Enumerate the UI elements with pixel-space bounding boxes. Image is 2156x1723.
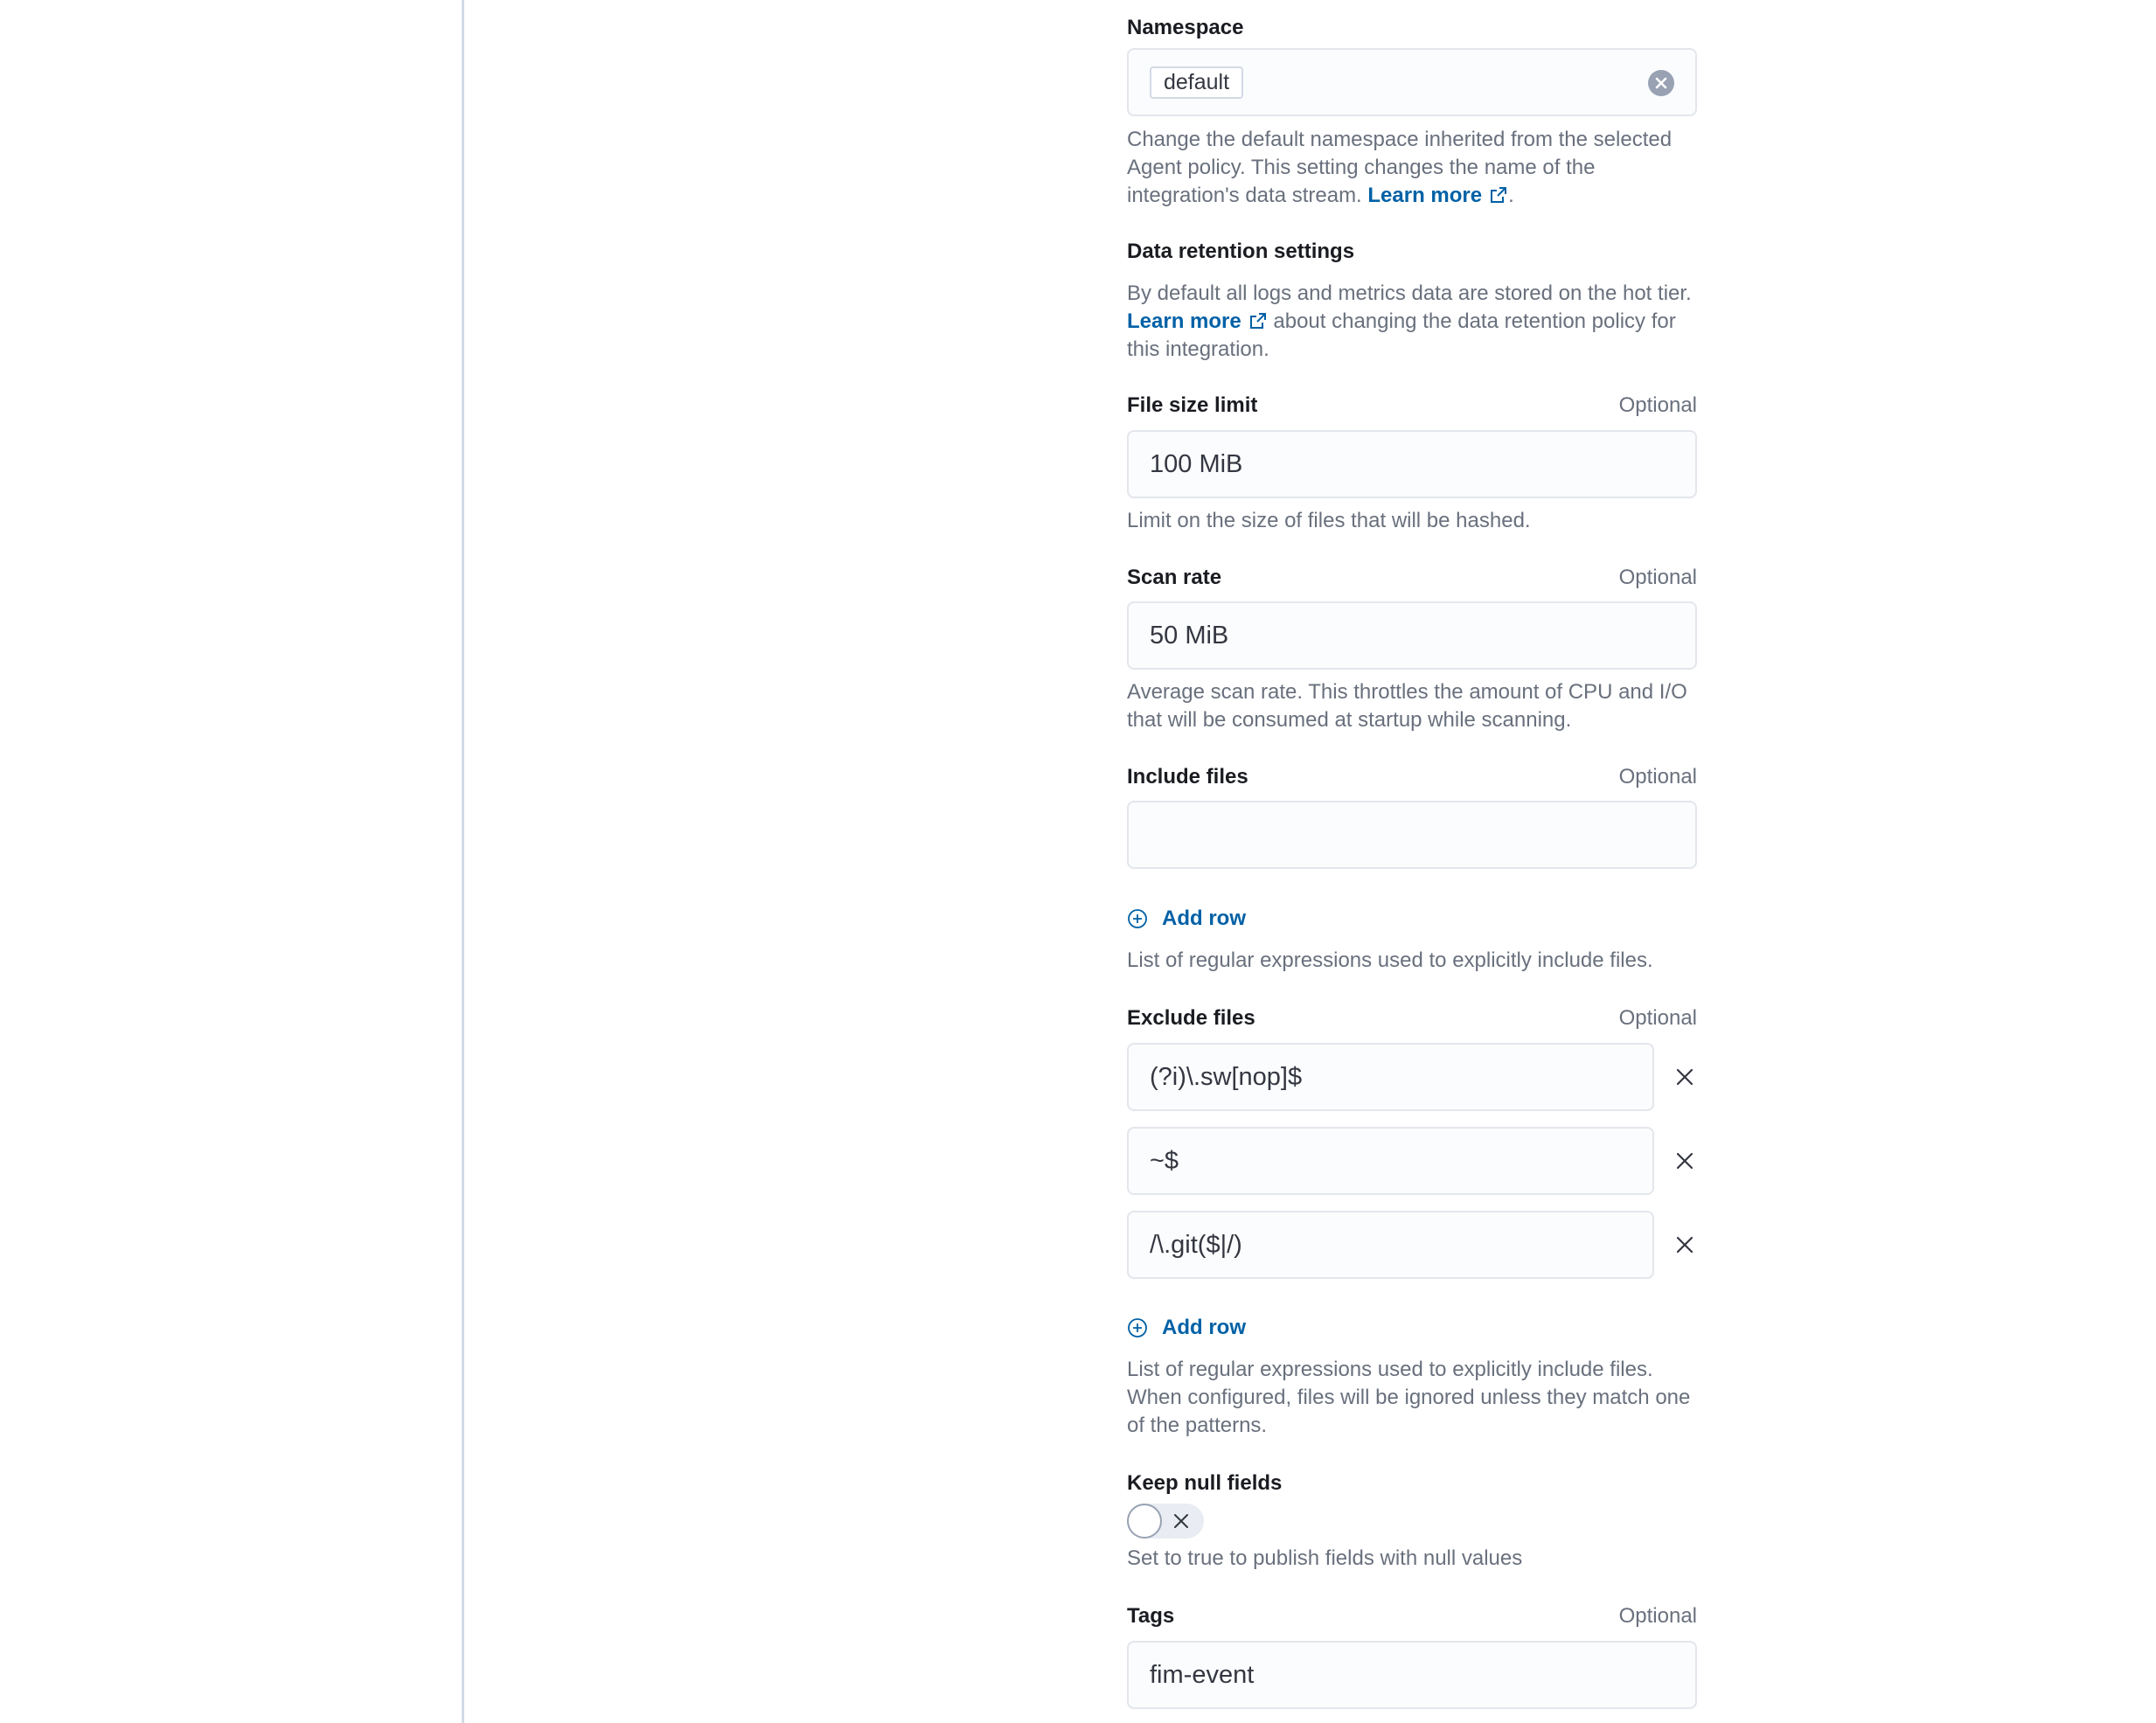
namespace-label-row <box>1127 13 1697 43</box>
file-size-limit-label-row <box>1127 391 1697 420</box>
close-icon[interactable] <box>1672 1148 1698 1174</box>
scan-rate-label-row <box>1127 563 1697 593</box>
namespace-learn-more-link[interactable]: Learn more <box>1367 184 1483 207</box>
exclude-files-optional: Optional <box>1618 1006 1697 1030</box>
plus-circle-icon <box>1127 908 1148 929</box>
exclude-files-label: Exclude files <box>1127 1006 1255 1030</box>
keep-null-fields-label-row <box>1127 1469 1697 1498</box>
namespace-label: Namespace <box>1127 16 1244 39</box>
file-size-limit-help: Limit on the size of files that will be hashed. <box>1127 509 1531 532</box>
data-retention-learn-more-link[interactable]: Learn more <box>1127 309 1241 333</box>
file-size-limit-label: File size limit <box>1127 393 1258 417</box>
keep-null-fields-label: Keep null fields <box>1127 1471 1283 1495</box>
exclude-files-value-1: (?i)\.sw[nop]$ <box>1150 1062 1303 1091</box>
close-icon[interactable] <box>1672 1064 1698 1090</box>
exclude-files-add-row-label: Add row <box>1162 1316 1246 1339</box>
include-files-add-row-label: Add row <box>1162 907 1246 930</box>
exclude-files-input-2[interactable] <box>1127 1127 1654 1195</box>
file-size-limit-input[interactable] <box>1127 430 1697 498</box>
tags-optional: Optional <box>1618 1604 1697 1628</box>
include-files-help: List of regular expressions used to explicitly include files. <box>1127 948 1653 972</box>
include-files-label-row <box>1127 762 1697 792</box>
data-retention-help <box>1127 280 1697 364</box>
scan-rate-help: Average scan rate. This throttles the amount of CPU and I/O that will be consumed at startup while scanning. <box>1127 680 1687 732</box>
keep-null-fields-help: Set to true to publish fields with null values <box>1127 1546 1523 1570</box>
scan-rate-input[interactable] <box>1127 601 1697 670</box>
data-retention-help-before: By default all logs and metrics data are stored on the hot tier. <box>1127 281 1692 305</box>
namespace-chip: default <box>1150 66 1243 99</box>
clear-icon[interactable] <box>1648 70 1674 96</box>
scan-rate-optional: Optional <box>1618 566 1697 589</box>
close-icon[interactable] <box>1672 1232 1698 1258</box>
external-link-icon <box>1489 185 1508 205</box>
external-link-icon <box>1248 311 1268 330</box>
file-size-limit-value: 100 MiB <box>1150 449 1243 478</box>
exclude-files-label-row <box>1127 1004 1697 1033</box>
include-files-label: Include files <box>1127 765 1248 789</box>
tags-label: Tags <box>1127 1604 1175 1628</box>
scan-rate-label: Scan rate <box>1127 566 1222 589</box>
exclude-files-input-3[interactable] <box>1127 1211 1654 1279</box>
exclude-files-value-2: ~$ <box>1150 1146 1179 1175</box>
exclude-files-input-1[interactable] <box>1127 1043 1654 1111</box>
keep-null-fields-switch[interactable] <box>1127 1504 1204 1539</box>
data-retention-label-row <box>1127 237 1697 267</box>
namespace-help-suffix: . <box>1508 184 1514 207</box>
exclude-files-help: List of regular expressions used to explicitly include files. When configured, files will be ignored unless they match one of the patterns. <box>1127 1358 1691 1437</box>
file-size-limit-optional: Optional <box>1618 393 1697 417</box>
namespace-combobox[interactable] <box>1127 48 1697 116</box>
include-files-optional: Optional <box>1618 765 1697 789</box>
tags-input[interactable] <box>1127 1641 1697 1709</box>
namespace-help <box>1127 126 1697 210</box>
include-files-input[interactable] <box>1127 801 1697 869</box>
exclude-files-add-row-button[interactable] <box>1127 1313 1246 1343</box>
scan-rate-value: 50 MiB <box>1150 621 1229 650</box>
data-retention-label: Data retention settings <box>1127 240 1355 263</box>
left-panel-divider <box>462 0 464 1723</box>
plus-circle-icon <box>1127 1317 1148 1338</box>
data-retention-help-after: about changing the data retention policy for this integration. <box>1127 309 1676 361</box>
close-icon <box>1172 1512 1190 1530</box>
tags-value: fim-event <box>1150 1660 1255 1689</box>
tags-label-row <box>1127 1601 1697 1631</box>
switch-knob <box>1127 1504 1162 1539</box>
include-files-add-row-button[interactable] <box>1127 904 1246 934</box>
namespace-help-text: Change the default namespace inherited from the selected Agent policy. This setting changes the name of the integration's data stream. <box>1127 128 1673 207</box>
exclude-files-value-3: /\.git($|/) <box>1150 1230 1242 1259</box>
